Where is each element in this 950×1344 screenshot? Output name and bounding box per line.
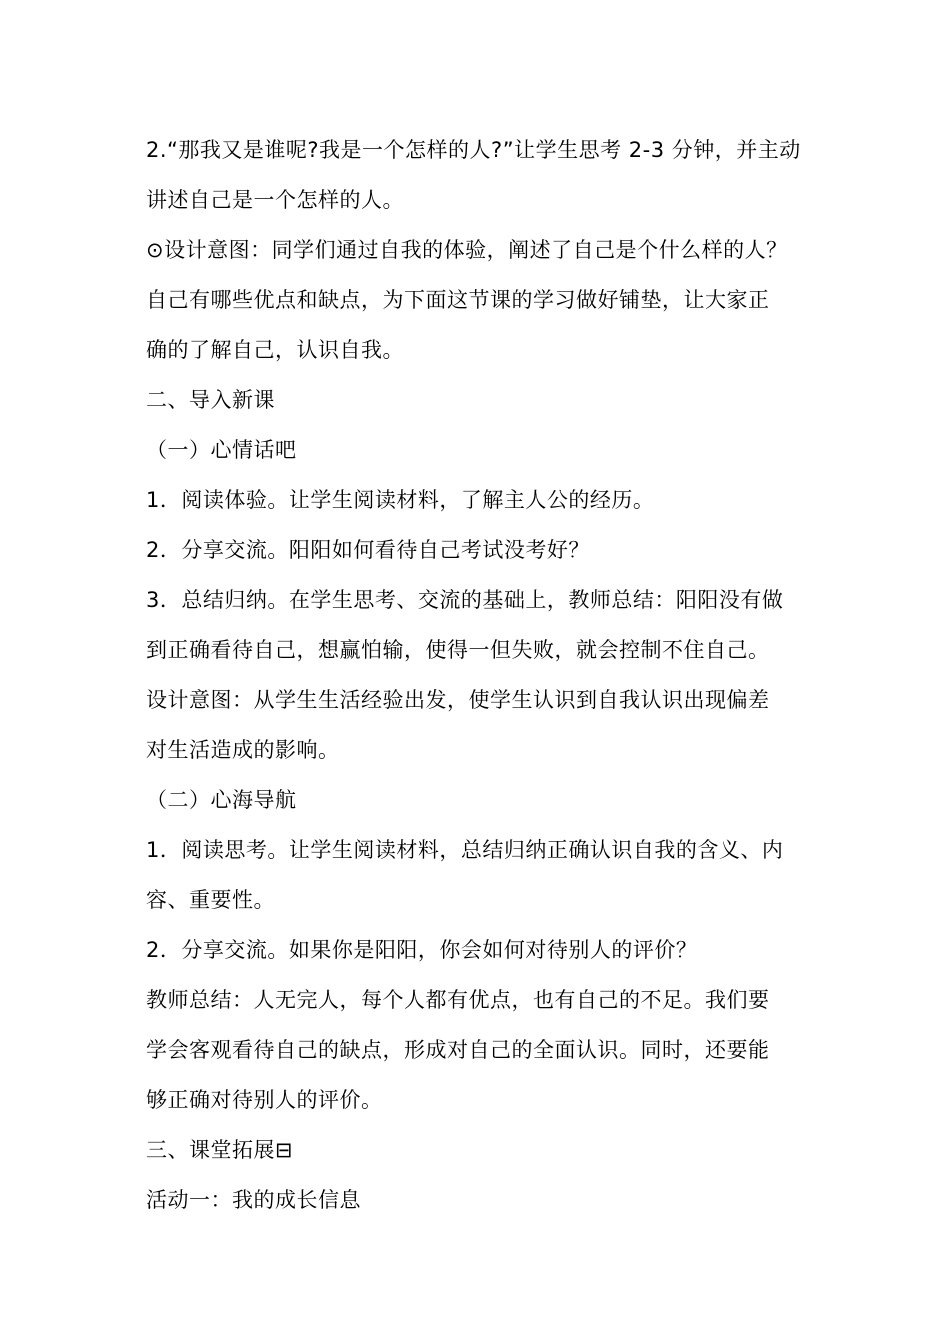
text-line: 讲述自己是一个怎样的人。: [146, 188, 404, 212]
text-line: 教师总结：人无完人，每个人都有优点，也有自己的不足。我们要: [146, 988, 770, 1012]
text-line: 设计意图：从学生生活经验出发，使学生认识到自我认识出现偏差: [146, 688, 770, 712]
text-line: 学会客观看待自己的缺点，形成对自己的全面认识。同时，还要能: [146, 1038, 770, 1062]
text-line: 2．分享交流。阳阳如何看待自己考试没考好？: [146, 538, 590, 562]
text-line: 自己有哪些优点和缺点，为下面这节课的学习做好铺垫，让大家正: [146, 288, 770, 312]
text-line: 到正确看待自己，想赢怕输，使得一但失败，就会控制不住自己。: [146, 638, 770, 662]
subsection-heading: （二）心海导航: [146, 788, 297, 812]
text-line: 1．阅读体验。让学生阅读材料，了解主人公的经历。: [146, 488, 655, 512]
text-line: 对生活造成的影响。: [146, 738, 340, 762]
text-line: 3．总结归纳。在学生思考、交流的基础上，教师总结：阳阳没有做: [146, 588, 784, 612]
text-line: 2.“那我又是谁呢?我是一个怎样的人?”让学生思考 2-3 分钟，并主动: [146, 138, 801, 162]
text-line: 容、重要性。: [146, 888, 275, 912]
text-line: ⊙设计意图：同学们通过自我的体验，阐述了自己是个什么样的人？: [146, 238, 788, 262]
text-line: 够正确对待别人的评价。: [146, 1088, 383, 1112]
section-heading: 三、课堂拓展⊟: [146, 1138, 294, 1162]
text-line: 1．阅读思考。让学生阅读材料，总结归纳正确认识自我的含义、内: [146, 838, 784, 862]
subsection-heading: （一）心情话吧: [146, 438, 297, 462]
text-line: 活动一：我的成长信息: [146, 1188, 361, 1212]
section-heading: 二、导入新课: [146, 388, 275, 412]
text-line: 确的了解自己，认识自我。: [146, 338, 404, 362]
text-line: 2．分享交流。如果你是阳阳，你会如何对待别人的评价？: [146, 938, 698, 962]
